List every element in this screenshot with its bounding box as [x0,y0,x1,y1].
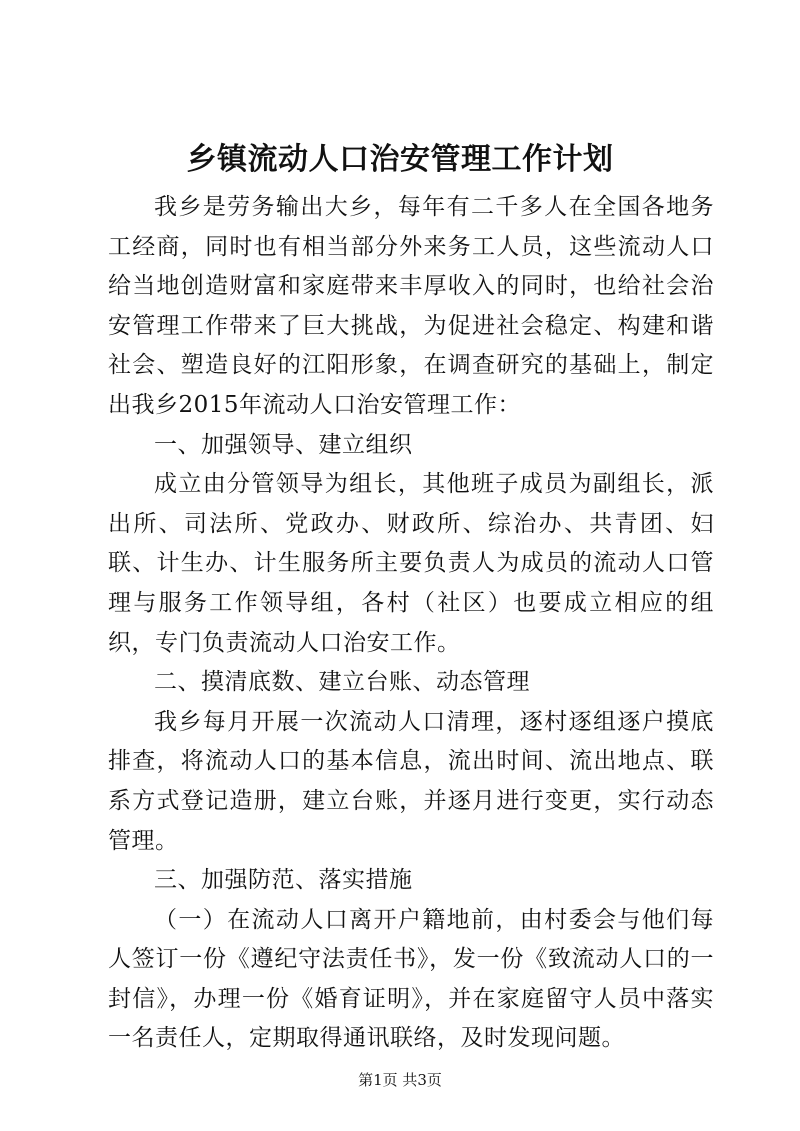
intro-paragraph: 我乡是劳务输出大乡，每年有二千多人在全国各地务工经商，同时也有相当部分外来务工人员，这些流动人口给当地创造财富和家庭带来丰厚收入的同时，也给社会治安管理工作带来了巨大挑战，为促进社会稳定、构建和谐社会、塑造良好的江阳形象，在调查研究的基础上，制定出我乡2015年流动人口治安管理工作： [108,194,714,418]
section-3-paragraph: （一）在流动人口离开户籍地前，由村委会与他们每人签订一份《遵纪守法责任书》，发一份《致流动人口的一封信》，办理一份《婚育证明》，并在家庭留守人员中落实一名责任人，定期取得通讯联络，及时发现问题。 [108,906,714,1052]
page-number-footer: 第1页 共3页 [358,1071,442,1089]
document-body [108,188,714,1059]
document-title: 乡镇流动人口治安管理工作计划 [186,142,614,177]
section-2-paragraph: 我乡每月开展一次流动人口清理，逐村逐组逐户摸底排查，将流动人口的基本信息，流出时间、流出地点、联系方式登记造册，建立台账，并逐月进行变更，实行动态管理。 [108,708,714,854]
section-1-paragraph: 成立由分管领导为组长，其他班子成员为副组长，派出所、司法所、党政办、财政所、综治办、共青团、妇联、计生办、计生服务所主要负责人为成员的流动人口管理与服务工作领导组，各村（社区）也要成立相应的组织，专门负责流动人口治安工作。 [108,471,714,656]
section-1-heading: 一、加强领导、建立组织 [154,431,413,458]
section-2-heading: 二、摸清底数、建立台账、动态管理 [154,669,530,696]
section-3-heading: 三、加强防范、落实措施 [154,867,413,894]
